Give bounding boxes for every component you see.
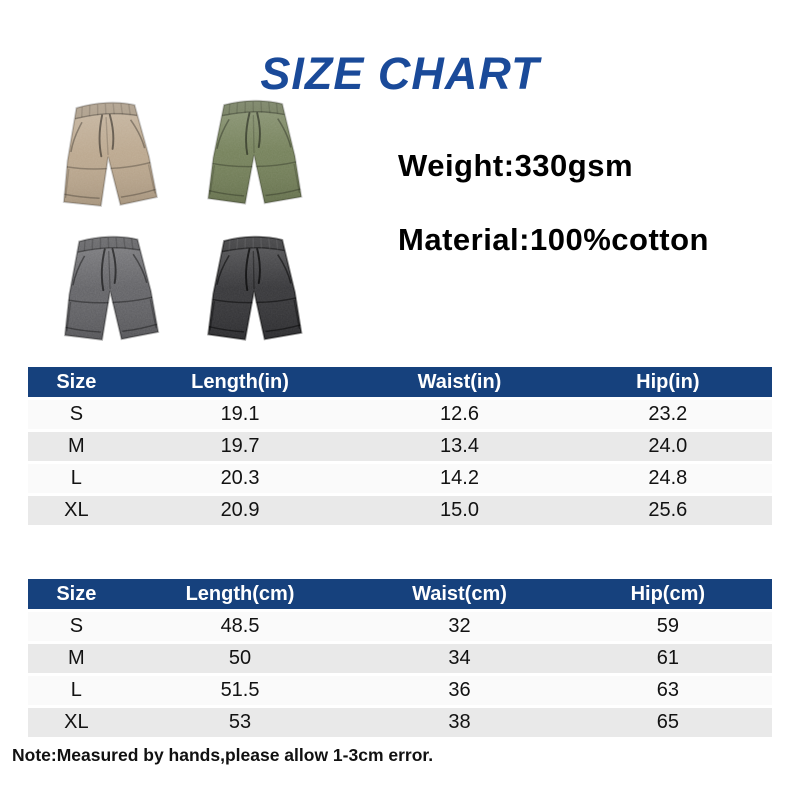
material-text: Material:100%cotton [398,222,709,257]
cell-waist: 38 [448,711,471,733]
cell-waist: 14.2 [440,467,479,489]
table-row [28,399,772,431]
table-row [28,675,772,707]
cell-waist: 32 [448,615,471,637]
col-header-length: Length(cm) [125,579,356,611]
measurement-note: Note:Measured by hands,please allow 1-3cm error. [12,745,434,765]
cell-length: 50 [228,647,252,669]
product-photos [36,84,336,360]
product-photo-khaki-shorts [37,87,180,222]
weight-text: Weight:330gsm [398,148,634,183]
cell-waist: 13.4 [440,435,479,457]
cell-size: M [68,435,85,457]
cell-size: XL [64,711,89,733]
size-table-inches [28,367,772,525]
col-header-size: Size [28,367,125,399]
table-row [28,463,772,495]
col-header-length: Length(in) [125,367,356,399]
product-photo-black-shorts [185,223,323,353]
col-header-waist: Waist(cm) [355,579,563,611]
cell-hip: 25.6 [648,499,688,521]
col-header-hip: Hip(cm) [564,579,772,611]
table-row [28,431,772,463]
table-row [28,707,772,738]
cell-size: XL [64,499,89,521]
table-header-row [28,579,772,611]
product-photo-green-shorts [185,87,323,217]
cell-hip: 24.0 [648,435,688,457]
cell-hip: 59 [656,615,679,637]
cell-length: 53 [228,711,252,733]
product-photo-charcoal-shorts [40,222,180,355]
col-header-hip: Hip(in) [564,367,772,399]
cell-length: 20.9 [220,499,260,521]
table-row [28,643,772,675]
cell-length: 20.3 [220,467,260,489]
cell-size: S [69,615,84,637]
cell-hip: 63 [656,679,679,701]
page-title: SIZE CHART [260,48,540,100]
table-row [28,611,772,643]
cell-hip: 61 [656,647,679,669]
cell-waist: 36 [448,679,471,701]
cell-length: 19.7 [220,435,260,457]
cell-size: L [70,467,82,489]
col-header-size: Size [28,579,125,611]
cell-hip: 65 [656,711,679,733]
cell-waist: 12.6 [440,403,479,425]
cell-waist: 34 [448,647,471,669]
cell-waist: 15.0 [440,499,479,521]
cell-size: M [68,647,85,669]
cell-hip: 24.8 [648,467,688,489]
cell-hip: 23.2 [648,403,688,425]
col-header-waist: Waist(in) [355,367,563,399]
table-row [28,495,772,526]
cell-length: 48.5 [220,615,260,637]
cell-length: 19.1 [220,403,260,425]
cell-size: S [69,403,84,425]
cell-length: 51.5 [220,679,260,701]
table-header-row [28,367,772,399]
size-table-cm [28,579,772,737]
cell-size: L [70,679,82,701]
